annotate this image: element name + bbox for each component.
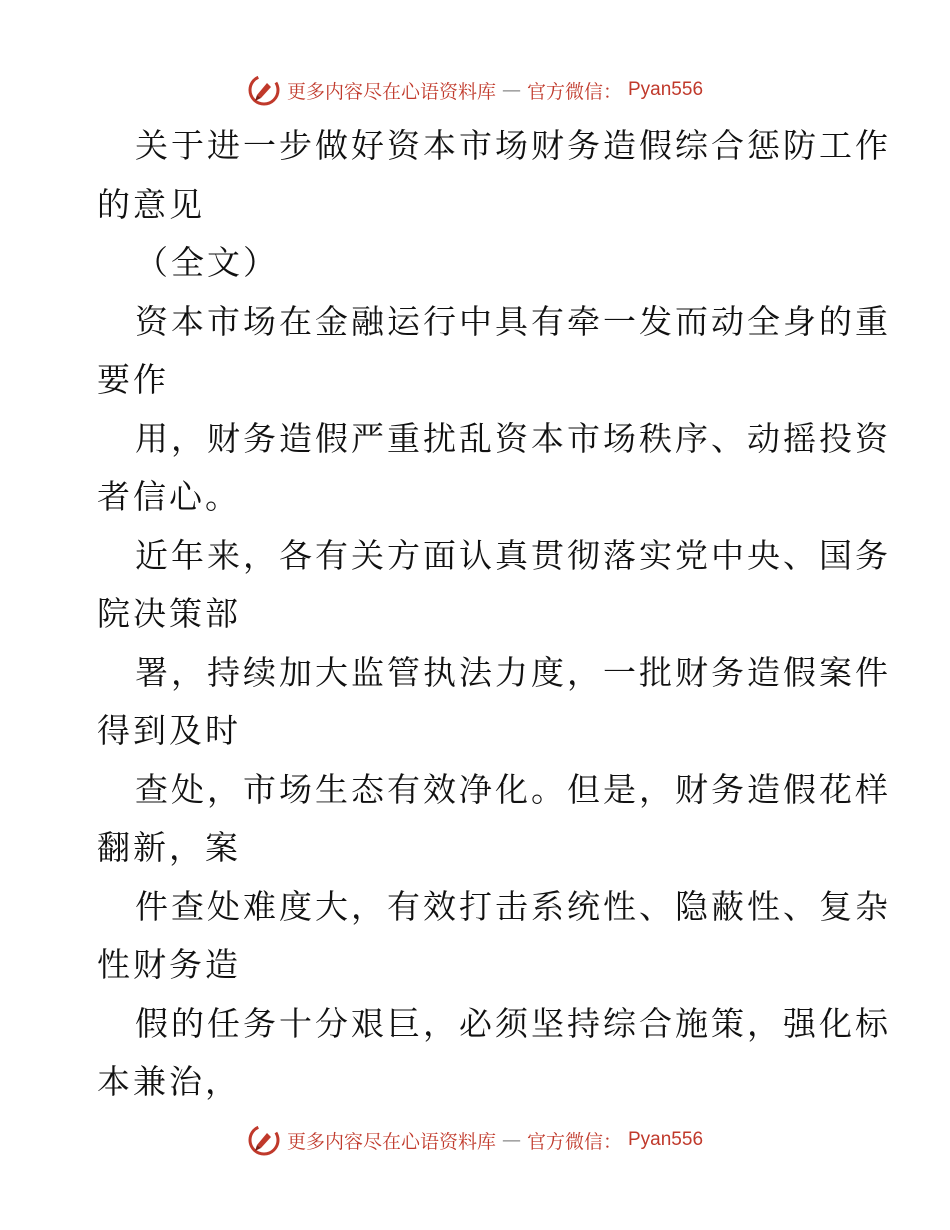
- document-line: 用，财务造假严重扰乱资本市场秩序、动摇投资: [135, 418, 891, 458]
- document-body: [97, 117, 891, 1112]
- watermark-separator: —: [501, 79, 521, 101]
- document-line: 署，持续加大监管执法力度，一批财务造假案件: [135, 652, 891, 692]
- document-line: 院决策部: [97, 594, 241, 633]
- document-line: 查处，市场生态有效净化。但是，财务造假花样: [135, 769, 891, 809]
- watermark-handle: Pyan556: [628, 79, 704, 100]
- pen-nib-logo-icon: [247, 73, 281, 107]
- document-line: 性财务造: [97, 945, 241, 984]
- watermark-wechat-label: 官方微信：: [526, 1130, 622, 1153]
- document-line: 者信心。: [97, 477, 241, 516]
- document-line: 假的任务十分艰巨，必须坚持综合施策，强化标: [135, 1003, 891, 1043]
- pen-nib-logo-icon: [247, 1123, 281, 1157]
- document-line: 关于进一步做好资本市场财务造假综合惩防工作: [135, 126, 891, 165]
- footer-watermark: [0, 1120, 950, 1160]
- document-line: 要作: [97, 360, 169, 399]
- watermark-handle: Pyan556: [628, 1129, 704, 1150]
- document-line: 近年来，各有关方面认真贯彻落实党中央、国务: [135, 535, 891, 575]
- document-line: 资本市场在金融运行中具有牵一发而动全身的重: [135, 301, 891, 341]
- document-line: 翻新，案: [97, 828, 241, 867]
- watermark-text: 更多内容尽在心语资料库: [286, 80, 496, 103]
- document-line: 件查处难度大，有效打击系统性、隐蔽性、复杂: [135, 886, 891, 926]
- header-watermark: [0, 70, 950, 110]
- watermark-separator: —: [501, 1129, 521, 1151]
- document-line: 的意见: [97, 184, 205, 224]
- watermark-wechat-label: 官方微信：: [526, 80, 622, 103]
- document-line: （全文）: [135, 243, 279, 282]
- watermark-text: 更多内容尽在心语资料库: [286, 1130, 496, 1153]
- document-line: 本兼治，: [97, 1062, 241, 1101]
- document-line: 得到及时: [97, 711, 241, 750]
